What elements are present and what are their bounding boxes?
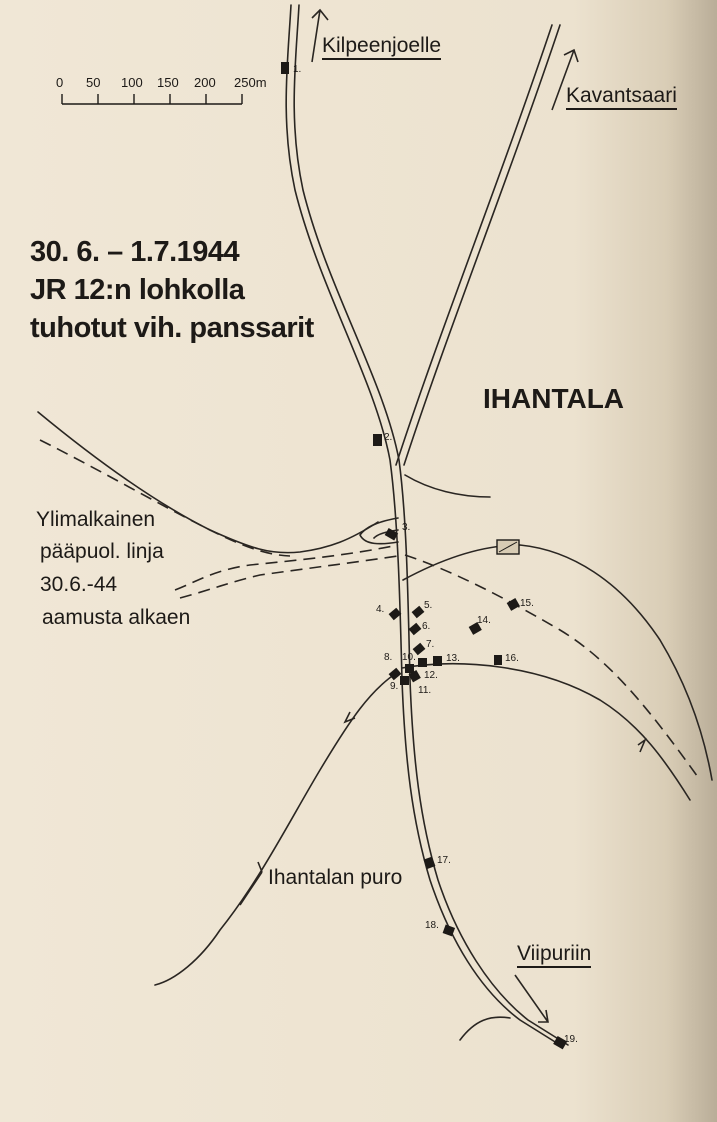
tank-number: 5. [424, 600, 433, 611]
arrow-east-road [638, 740, 645, 752]
tank-number: 6. [422, 621, 431, 632]
tank-marker-10 [405, 664, 414, 673]
front-line-label-2: pääpuol. linja [40, 540, 164, 563]
scale-tick-label: 250m [234, 75, 267, 90]
tank-number: 14. [477, 615, 491, 626]
tank-number: 16. [505, 653, 519, 664]
direction-label-north: Kilpeenjoelle [322, 34, 441, 60]
map-title-line1: 30. 6. – 1.7.1944 [30, 236, 240, 268]
scale-tick-label: 150 [157, 75, 179, 90]
stream-ihantala [155, 672, 398, 985]
front-line-label-3: 30.6.-44 [40, 573, 118, 596]
tank-number: 10. [402, 652, 416, 663]
arrow-viipuriin [515, 975, 548, 1022]
tank-marker-5 [412, 606, 425, 619]
tank-number: 4. [376, 604, 385, 615]
stream-label: Ihantalan puro [268, 866, 403, 889]
tank-marker-9 [400, 676, 409, 685]
tank-marker-2 [373, 434, 382, 446]
tank-marker-6 [409, 623, 422, 636]
tank-marker-8 [389, 668, 402, 681]
map-title-line3: tuhotut vih. panssarit [30, 312, 314, 344]
scale-tick-label: 0 [56, 75, 64, 90]
tank-number: 19. [564, 1034, 578, 1045]
tank-number: 17. [437, 855, 451, 866]
tank-marker-12 [418, 658, 427, 667]
scale-tick-label: 50 [86, 75, 101, 90]
tank-number: 7. [426, 639, 435, 650]
tank-marker-15 [507, 598, 520, 611]
direction-label-northeast: Kavantsaari [566, 84, 677, 110]
tank-number: 15. [520, 598, 534, 609]
tank-marker-1 [281, 62, 289, 74]
road-east-16 [402, 664, 690, 800]
front-line-label-1: Ylimalkainen [36, 508, 156, 531]
place-label-ihantala: IHANTALA [483, 383, 625, 414]
front-line-label-4: aamusta alkaen [42, 606, 191, 629]
scale-tick-label: 100 [121, 75, 143, 90]
front-line-center-2 [180, 556, 398, 598]
tank-number: 8. [384, 652, 393, 663]
tank-number: 18. [425, 920, 439, 931]
front-line-center [175, 545, 398, 590]
tank-number: 9. [390, 681, 399, 692]
front-line-west [40, 440, 290, 556]
tank-number: 13. [446, 653, 460, 664]
scale-tick-label: 200 [194, 75, 216, 90]
direction-label-south: Viipuriin [517, 942, 591, 968]
tank-marker-16 [494, 655, 502, 665]
tank-number: 11. [418, 685, 432, 696]
tank-number: 12. [424, 670, 438, 681]
tank-number: 1. [293, 64, 302, 75]
front-line-east [405, 555, 700, 780]
tank-number: 2. [384, 432, 393, 443]
tank-marker-13 [433, 656, 442, 666]
track-east [405, 475, 490, 497]
tank-number: 3. [402, 522, 411, 533]
map-title-line2: JR 12:n lohkolla [30, 274, 245, 306]
creek-south [460, 1017, 510, 1040]
